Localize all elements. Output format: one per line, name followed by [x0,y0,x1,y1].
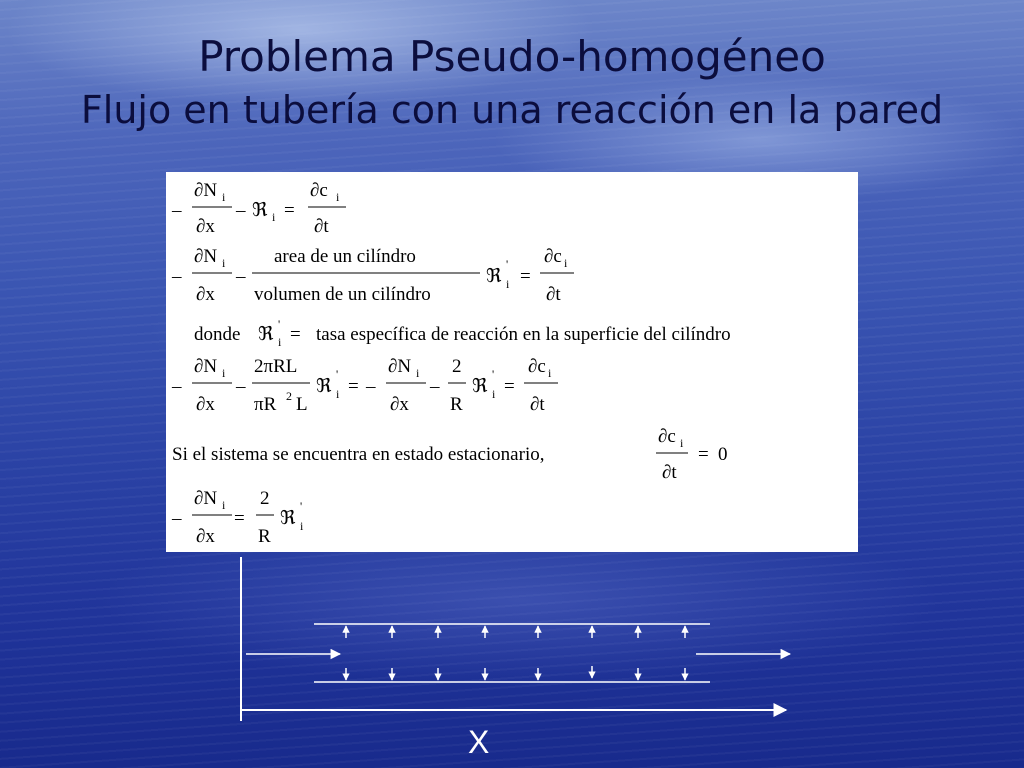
subscript-i: i [222,498,226,512]
equation-3-definition [170,316,856,352]
zero-value: 0 [718,444,728,465]
dc-numerator: ∂c [528,356,546,377]
L-denominator: L [296,394,308,415]
subscript-i: i [336,387,340,401]
subscript-i: i [278,335,282,349]
R-denominator: R [258,526,271,547]
dN-numerator: ∂N [194,180,218,201]
dx-denominator: ∂x [390,394,409,415]
dN-numerator: ∂N [194,488,218,509]
dN-numerator: ∂N [194,356,218,377]
subscript-i: i [564,256,568,270]
dt-denominator: ∂t [314,216,329,237]
equals-sign: = [290,324,301,345]
reaction-rate-symbol: ℜ [280,508,296,529]
superscript-2: 2 [286,389,292,403]
top-wall-flux-arrows [346,626,685,638]
volume-denominator: volumen de un cilíndro [254,284,431,305]
prime-mark: ' [336,367,339,381]
subscript-i: i [272,210,276,224]
equation-5 [170,424,770,490]
equals-sign: = [504,376,515,397]
two-pi-RL-numerator: 2πRL [254,356,298,377]
subscript-i: i [506,277,510,291]
reaction-rate-symbol: ℜ [252,200,268,221]
subscript-i: i [416,366,420,380]
equals-sign: = [348,376,359,397]
reaction-rate-symbol: ℜ [486,266,502,287]
equals-sign: = [234,508,245,529]
equation-panel [166,172,858,552]
dt-denominator: ∂t [546,284,561,305]
minus-sign: – [236,266,246,287]
dt-denominator: ∂t [662,462,677,483]
subscript-i: i [548,366,552,380]
minus-sign: – [430,376,440,397]
subscript-i: i [492,387,496,401]
equation-2 [170,244,590,310]
definition-text: tasa específica de reacción en la superficie del cilíndro [316,324,731,345]
dt-denominator: ∂t [530,394,545,415]
subscript-i: i [222,366,226,380]
two-numerator: 2 [452,356,462,377]
slide-title: Problema Pseudo-homogéneo [198,32,826,81]
equation-4 [170,354,590,420]
dx-denominator: ∂x [196,216,215,237]
prime-mark: ' [506,257,509,271]
dN-numerator: ∂N [194,246,218,267]
pi-R-denominator: πR [254,394,277,415]
equals-sign: = [284,200,295,221]
minus-sign: – [172,200,182,221]
steady-state-text: Si el sistema se encuentra en estado estacionario, [172,444,545,465]
dx-denominator: ∂x [196,284,215,305]
prime-mark: ' [300,499,303,513]
dx-denominator: ∂x [196,526,215,547]
dc-numerator: ∂c [544,246,562,267]
subscript-i: i [336,190,340,204]
dc-numerator: ∂c [310,180,328,201]
minus-sign: – [172,376,182,397]
minus-sign: – [366,376,376,397]
minus-sign: – [236,200,246,221]
prime-mark: ' [278,317,281,331]
R-denominator: R [450,394,463,415]
equation-1 [170,176,470,242]
subscript-i: i [222,190,226,204]
reaction-rate-symbol: ℜ [316,376,332,397]
bottom-wall-flux-arrows [346,666,685,680]
minus-sign: – [172,508,182,529]
dx-denominator: ∂x [196,394,215,415]
minus-sign: – [172,266,182,287]
subscript-i: i [300,519,304,533]
tube-diagram [230,555,800,730]
two-numerator: 2 [260,488,270,509]
reaction-rate-symbol: ℜ [258,324,274,345]
minus-sign: – [236,376,246,397]
subscript-i: i [222,256,226,270]
subscript-i: i [680,436,684,450]
prime-mark: ' [492,367,495,381]
dN-numerator: ∂N [388,356,412,377]
reaction-rate-symbol: ℜ [472,376,488,397]
x-axis-label: X [468,724,490,760]
equals-sign: = [520,266,531,287]
donde-label: donde [194,324,241,345]
equals-sign: = [698,444,709,465]
area-numerator: area de un cilíndro [274,246,416,267]
dc-numerator: ∂c [658,426,676,447]
equation-6 [170,486,370,552]
slide-subtitle: Flujo en tubería con una reacción en la pared [80,88,944,132]
